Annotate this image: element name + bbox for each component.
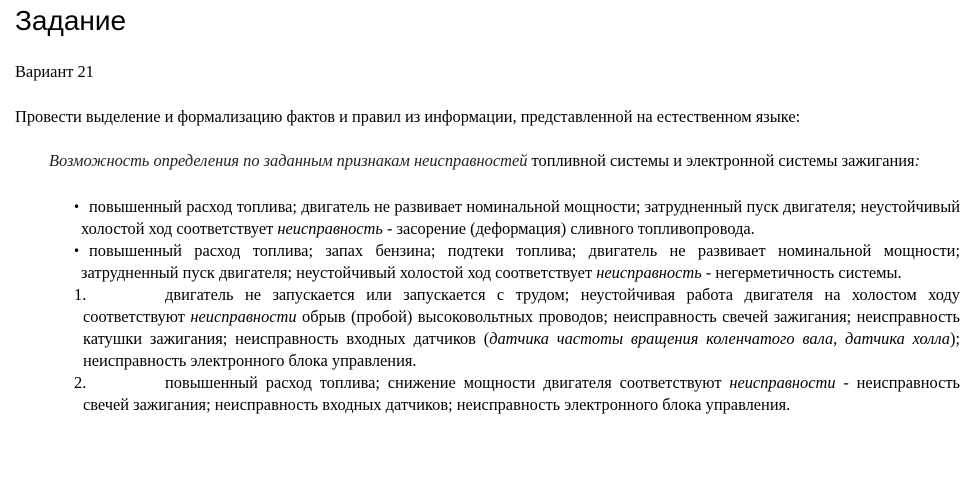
- list-item-post: - засорение (деформация) сливного топливопровода.: [382, 219, 755, 238]
- intro-italic: Возможность определения по заданным признакам неисправностей: [49, 151, 528, 170]
- list-item-italic: неисправность: [277, 219, 383, 238]
- rules-list: [15, 196, 960, 416]
- list-item-text: [83, 372, 960, 416]
- list-number: 1.: [74, 285, 87, 304]
- task-instruction: Провести выделение и формализацию фактов и правил из информации, представленной на естественном языке:: [15, 107, 801, 126]
- list-item-pre: повышенный расход топлива; запах бензина; подтеки топлива; двигатель не развивает номинальной мощности; затрудненный пуск двигателя; неустойчивый холостой ход соответствует: [81, 241, 960, 282]
- list-item-post: ); неисправность электронного блока управления.: [83, 329, 961, 370]
- list-item-italic: неисправности: [190, 307, 297, 326]
- list-item-text: [81, 240, 960, 284]
- list-item-italic: неисправности: [729, 373, 836, 392]
- list-item: [15, 372, 960, 416]
- list-item: [15, 240, 960, 284]
- intro-rest: топливной системы и электронной системы зажигания: [527, 151, 915, 170]
- intro-paragraph: [15, 150, 960, 172]
- list-item-pre: повышенный расход топлива; снижение мощности двигателя соответствуют: [165, 373, 730, 392]
- bullet-icon: •: [73, 244, 81, 258]
- intro-colon: :: [914, 151, 921, 170]
- list-item: [15, 196, 960, 240]
- list-item-pre: повышенный расход топлива; двигатель не развивает номинальной мощности; затрудненный пуск двигателя; неустойчивый холостой ход соответствует: [81, 197, 960, 238]
- list-item-post: - негерметичность системы.: [701, 263, 902, 282]
- list-item-mid: - неисправность свечей зажигания; неисправность входных датчиков; неисправность электронного блока управления.: [83, 373, 961, 414]
- variant-label: Вариант 21: [15, 62, 94, 81]
- list-item-italic2: датчика частоты вращения коленчатого вала, датчика холла: [489, 329, 950, 348]
- list-item-mid: обрыв (пробой) высоковольтных проводов; неисправность свечей зажигания; неисправность катушки зажигания; неисправность входных датчиков (: [83, 307, 961, 348]
- list-item-italic: неисправность: [596, 263, 702, 282]
- bullet-icon: •: [73, 200, 81, 214]
- list-item: [15, 284, 960, 372]
- list-item-text: [81, 196, 960, 240]
- page-title: Задание: [15, 5, 127, 36]
- list-item-pre: двигатель не запускается или запускается с трудом; неустойчивая работа двигателя на холостом ходу соответствуют: [83, 285, 960, 326]
- list-number: 2.: [74, 373, 87, 392]
- list-item-text: [83, 284, 960, 372]
